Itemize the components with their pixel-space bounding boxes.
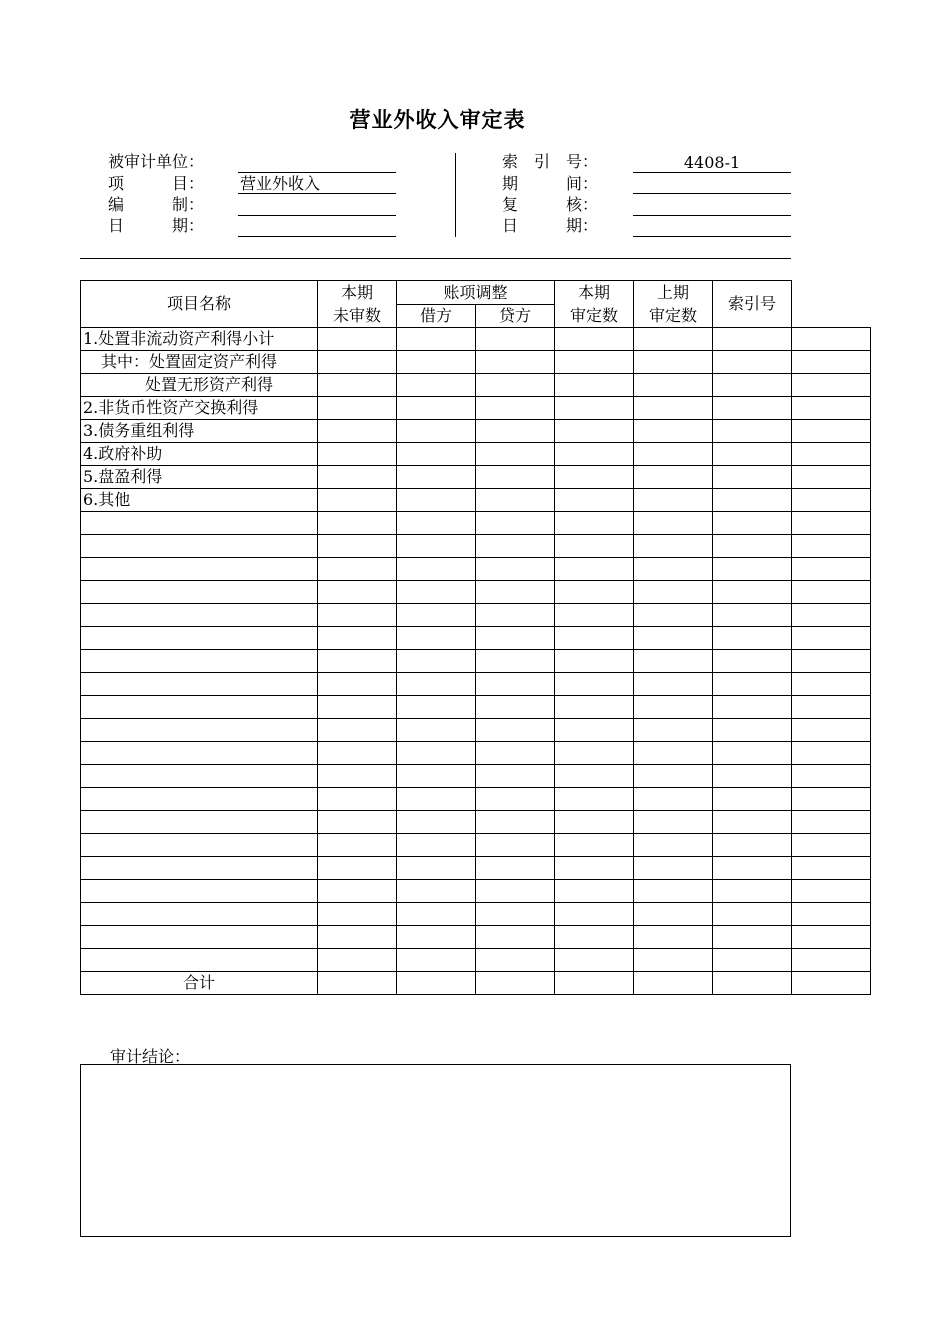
table-cell[interactable] bbox=[713, 926, 792, 949]
table-cell[interactable] bbox=[792, 627, 871, 650]
table-row bbox=[81, 673, 871, 696]
table-cell[interactable] bbox=[397, 535, 476, 558]
table-cell[interactable] bbox=[792, 374, 871, 397]
table-cell[interactable] bbox=[397, 903, 476, 926]
row-item-name bbox=[81, 512, 318, 535]
table-row bbox=[81, 328, 871, 351]
table-cell[interactable] bbox=[713, 535, 792, 558]
table-cell[interactable] bbox=[476, 512, 555, 535]
table-cell[interactable] bbox=[318, 351, 397, 374]
table-cell[interactable] bbox=[397, 374, 476, 397]
header-label-period: 期 间： bbox=[502, 174, 599, 193]
table-cell[interactable] bbox=[555, 397, 634, 420]
table-row bbox=[81, 443, 871, 466]
table-cell[interactable] bbox=[476, 742, 555, 765]
table-cell[interactable] bbox=[318, 466, 397, 489]
table-cell[interactable] bbox=[634, 328, 713, 351]
row-item-name bbox=[81, 788, 318, 811]
table-cell[interactable] bbox=[713, 512, 792, 535]
table-cell[interactable] bbox=[555, 558, 634, 581]
table-cell[interactable] bbox=[792, 604, 871, 627]
audit-table bbox=[80, 280, 871, 995]
row-item-name bbox=[81, 581, 318, 604]
table-cell[interactable] bbox=[792, 880, 871, 903]
table-cell[interactable] bbox=[634, 604, 713, 627]
table-cell[interactable] bbox=[397, 719, 476, 742]
table-cell[interactable] bbox=[476, 673, 555, 696]
table-cell[interactable] bbox=[318, 489, 397, 512]
table-cell[interactable] bbox=[634, 926, 713, 949]
table-cell[interactable] bbox=[792, 650, 871, 673]
table-cell[interactable] bbox=[397, 811, 476, 834]
table-cell[interactable] bbox=[397, 673, 476, 696]
table-cell[interactable] bbox=[634, 949, 713, 972]
table-cell[interactable] bbox=[397, 512, 476, 535]
table-cell[interactable] bbox=[792, 765, 871, 788]
row-item-name: 2.非货币性资产交换利得 bbox=[81, 397, 318, 420]
table-row bbox=[81, 466, 871, 489]
header-field-item[interactable]: 营业外收入 bbox=[238, 174, 396, 194]
table-cell[interactable] bbox=[318, 673, 397, 696]
total-cell[interactable] bbox=[476, 972, 555, 995]
row-item-name: 4.政府补助 bbox=[81, 443, 318, 466]
table-cell[interactable] bbox=[476, 397, 555, 420]
table-cell[interactable] bbox=[713, 466, 792, 489]
table-cell[interactable] bbox=[397, 926, 476, 949]
table-cell[interactable] bbox=[634, 857, 713, 880]
table-cell[interactable] bbox=[476, 489, 555, 512]
table-cell[interactable] bbox=[318, 627, 397, 650]
table-cell[interactable] bbox=[318, 857, 397, 880]
table-cell[interactable] bbox=[318, 443, 397, 466]
table-cell[interactable] bbox=[318, 558, 397, 581]
table-cell[interactable] bbox=[634, 558, 713, 581]
table-cell[interactable] bbox=[397, 834, 476, 857]
table-cell[interactable] bbox=[713, 328, 792, 351]
table-cell[interactable] bbox=[634, 719, 713, 742]
table-cell[interactable] bbox=[634, 811, 713, 834]
table-cell[interactable] bbox=[634, 374, 713, 397]
table-cell[interactable] bbox=[318, 328, 397, 351]
table-cell[interactable] bbox=[555, 581, 634, 604]
table-cell[interactable] bbox=[713, 489, 792, 512]
table-cell[interactable] bbox=[792, 466, 871, 489]
row-item-name: 3.债务重组利得 bbox=[81, 420, 318, 443]
table-row bbox=[81, 811, 871, 834]
table-cell[interactable] bbox=[792, 719, 871, 742]
table-row bbox=[81, 374, 871, 397]
row-item-name bbox=[81, 811, 318, 834]
table-cell[interactable] bbox=[555, 949, 634, 972]
table-cell[interactable] bbox=[713, 673, 792, 696]
table-cell[interactable] bbox=[713, 397, 792, 420]
table-cell[interactable] bbox=[318, 581, 397, 604]
total-cell[interactable] bbox=[634, 972, 713, 995]
table-cell[interactable] bbox=[792, 834, 871, 857]
table-row bbox=[81, 880, 871, 903]
table-cell[interactable] bbox=[555, 903, 634, 926]
table-cell[interactable] bbox=[634, 512, 713, 535]
table-cell[interactable] bbox=[476, 880, 555, 903]
header-label-prepared-by: 编 制： bbox=[108, 195, 205, 214]
row-item-name: 5.盘盈利得 bbox=[81, 466, 318, 489]
col-header-current-audited-line2: 审定数 bbox=[555, 305, 634, 328]
header-field-date-left[interactable] bbox=[238, 217, 396, 237]
table-cell[interactable] bbox=[555, 512, 634, 535]
header-field-date-right[interactable] bbox=[633, 217, 791, 237]
table-cell[interactable] bbox=[476, 949, 555, 972]
table-cell[interactable] bbox=[792, 535, 871, 558]
row-item-name bbox=[81, 558, 318, 581]
table-cell[interactable] bbox=[634, 673, 713, 696]
table-cell[interactable] bbox=[634, 696, 713, 719]
col-header-index-no: 索引号 bbox=[713, 281, 792, 328]
table-cell[interactable] bbox=[318, 788, 397, 811]
table-cell[interactable] bbox=[555, 834, 634, 857]
table-cell[interactable] bbox=[555, 420, 634, 443]
table-row bbox=[81, 558, 871, 581]
table-cell[interactable] bbox=[555, 719, 634, 742]
total-cell[interactable] bbox=[397, 972, 476, 995]
table-cell[interactable] bbox=[555, 328, 634, 351]
table-cell[interactable] bbox=[476, 581, 555, 604]
row-item-name bbox=[81, 627, 318, 650]
table-cell[interactable] bbox=[792, 788, 871, 811]
table-cell[interactable] bbox=[476, 926, 555, 949]
table-cell[interactable] bbox=[792, 857, 871, 880]
table-cell[interactable] bbox=[476, 857, 555, 880]
header-field-reviewed-by[interactable] bbox=[633, 196, 791, 216]
table-cell[interactable] bbox=[318, 604, 397, 627]
table-cell[interactable] bbox=[318, 834, 397, 857]
table-cell[interactable] bbox=[634, 420, 713, 443]
table-cell[interactable] bbox=[476, 650, 555, 673]
table-cell[interactable] bbox=[792, 512, 871, 535]
col-header-debit: 借方 bbox=[397, 305, 476, 328]
table-cell[interactable] bbox=[634, 765, 713, 788]
table-cell[interactable] bbox=[476, 466, 555, 489]
table-cell[interactable] bbox=[634, 627, 713, 650]
table-cell[interactable] bbox=[397, 949, 476, 972]
table-cell[interactable] bbox=[792, 351, 871, 374]
table-cell[interactable] bbox=[555, 489, 634, 512]
table-cell[interactable] bbox=[792, 397, 871, 420]
table-cell[interactable] bbox=[397, 880, 476, 903]
table-row bbox=[81, 857, 871, 880]
table-cell[interactable] bbox=[713, 696, 792, 719]
table-cell[interactable] bbox=[792, 328, 871, 351]
header-field-index-no[interactable]: 4408-1 bbox=[633, 153, 791, 173]
col-header-item-name: 项目名称 bbox=[81, 281, 318, 328]
table-cell[interactable] bbox=[555, 926, 634, 949]
table-cell[interactable] bbox=[555, 788, 634, 811]
table-cell[interactable] bbox=[555, 535, 634, 558]
header-label-index-no: 索 引 号： bbox=[502, 152, 599, 171]
table-cell[interactable] bbox=[634, 351, 713, 374]
table-cell[interactable] bbox=[555, 351, 634, 374]
row-item-name bbox=[81, 535, 318, 558]
table-cell[interactable] bbox=[713, 581, 792, 604]
table-row bbox=[81, 788, 871, 811]
table-cell[interactable] bbox=[555, 374, 634, 397]
table-cell[interactable] bbox=[713, 949, 792, 972]
table-row bbox=[81, 926, 871, 949]
table-cell[interactable] bbox=[397, 443, 476, 466]
table-row bbox=[81, 604, 871, 627]
table-cell[interactable] bbox=[397, 351, 476, 374]
table-cell[interactable] bbox=[318, 374, 397, 397]
table-cell[interactable] bbox=[318, 397, 397, 420]
table-cell[interactable] bbox=[713, 374, 792, 397]
row-item-name bbox=[81, 673, 318, 696]
table-cell[interactable] bbox=[792, 443, 871, 466]
header-label-date-right: 日 期： bbox=[502, 216, 599, 235]
table-cell[interactable] bbox=[792, 420, 871, 443]
row-item-name bbox=[81, 926, 318, 949]
table-cell[interactable] bbox=[476, 903, 555, 926]
col-header-credit: 贷方 bbox=[476, 305, 555, 328]
table-cell[interactable] bbox=[792, 949, 871, 972]
row-item-name: 其中：处置固定资产利得 bbox=[81, 351, 318, 374]
table-cell[interactable] bbox=[397, 627, 476, 650]
table-row bbox=[81, 696, 871, 719]
table-cell[interactable] bbox=[634, 443, 713, 466]
row-item-name bbox=[81, 650, 318, 673]
col-header-adjustment: 账项调整 bbox=[397, 281, 555, 305]
table-cell[interactable] bbox=[792, 489, 871, 512]
table-cell[interactable] bbox=[555, 443, 634, 466]
row-item-name: 1.处置非流动资产利得小计 bbox=[81, 328, 318, 351]
table-cell[interactable] bbox=[476, 604, 555, 627]
table-cell[interactable] bbox=[476, 719, 555, 742]
total-cell[interactable] bbox=[318, 972, 397, 995]
table-cell[interactable] bbox=[476, 328, 555, 351]
table-cell[interactable] bbox=[397, 558, 476, 581]
total-cell[interactable] bbox=[555, 972, 634, 995]
table-cell[interactable] bbox=[792, 558, 871, 581]
table-cell[interactable] bbox=[476, 765, 555, 788]
table-cell[interactable] bbox=[397, 788, 476, 811]
table-cell[interactable] bbox=[555, 765, 634, 788]
row-item-name bbox=[81, 742, 318, 765]
table-cell[interactable] bbox=[634, 466, 713, 489]
row-item-name bbox=[81, 857, 318, 880]
table-cell[interactable] bbox=[476, 788, 555, 811]
table-cell[interactable] bbox=[555, 880, 634, 903]
col-header-current-audited-line1: 本期 bbox=[555, 281, 634, 305]
table-cell[interactable] bbox=[555, 627, 634, 650]
header-field-period[interactable] bbox=[633, 174, 791, 194]
row-item-name: 处置无形资产利得 bbox=[81, 374, 318, 397]
table-row bbox=[81, 765, 871, 788]
table-cell[interactable] bbox=[713, 604, 792, 627]
table-cell[interactable] bbox=[397, 397, 476, 420]
table-cell[interactable] bbox=[318, 811, 397, 834]
table-cell[interactable] bbox=[713, 903, 792, 926]
table-cell[interactable] bbox=[555, 857, 634, 880]
table-row bbox=[81, 489, 871, 512]
table-cell[interactable] bbox=[397, 466, 476, 489]
table-cell[interactable] bbox=[555, 696, 634, 719]
table-cell[interactable] bbox=[397, 765, 476, 788]
table-cell[interactable] bbox=[713, 558, 792, 581]
table-cell[interactable] bbox=[318, 765, 397, 788]
header-separator-rule bbox=[80, 258, 791, 259]
total-cell[interactable] bbox=[792, 972, 871, 995]
table-cell[interactable] bbox=[318, 512, 397, 535]
table-cell[interactable] bbox=[713, 351, 792, 374]
conclusion-textbox[interactable] bbox=[80, 1064, 791, 1237]
table-cell[interactable] bbox=[318, 903, 397, 926]
table-cell[interactable] bbox=[713, 650, 792, 673]
table-cell[interactable] bbox=[318, 535, 397, 558]
table-cell[interactable] bbox=[634, 489, 713, 512]
header-label-date-left: 日 期： bbox=[108, 216, 205, 235]
table-cell[interactable] bbox=[318, 719, 397, 742]
table-cell[interactable] bbox=[318, 880, 397, 903]
row-item-name bbox=[81, 604, 318, 627]
table-row bbox=[81, 512, 871, 535]
table-cell[interactable] bbox=[318, 926, 397, 949]
table-cell[interactable] bbox=[318, 420, 397, 443]
table-cell[interactable] bbox=[555, 742, 634, 765]
table-cell[interactable] bbox=[555, 604, 634, 627]
conclusion-label: 审计结论： bbox=[110, 1047, 191, 1066]
header-field-audited-unit[interactable] bbox=[238, 153, 396, 173]
table-row bbox=[81, 535, 871, 558]
table-row bbox=[81, 351, 871, 374]
table-row bbox=[81, 397, 871, 420]
row-item-name bbox=[81, 949, 318, 972]
header-label-audited-unit: 被审计单位： bbox=[108, 152, 205, 171]
table-row bbox=[81, 650, 871, 673]
table-cell[interactable] bbox=[713, 719, 792, 742]
table-row bbox=[81, 742, 871, 765]
header-label-reviewed-by: 复 核： bbox=[502, 195, 599, 214]
table-cell[interactable] bbox=[634, 742, 713, 765]
table-row bbox=[81, 420, 871, 443]
table-cell[interactable] bbox=[713, 880, 792, 903]
header-label-item: 项 目： bbox=[108, 174, 205, 193]
total-cell[interactable] bbox=[713, 972, 792, 995]
table-cell[interactable] bbox=[634, 397, 713, 420]
table-cell[interactable] bbox=[713, 742, 792, 765]
table-cell[interactable] bbox=[476, 374, 555, 397]
table-cell[interactable] bbox=[634, 880, 713, 903]
table-cell[interactable] bbox=[713, 420, 792, 443]
table-row bbox=[81, 719, 871, 742]
table-cell[interactable] bbox=[634, 581, 713, 604]
table-cell[interactable] bbox=[397, 604, 476, 627]
row-item-name bbox=[81, 834, 318, 857]
table-row bbox=[81, 834, 871, 857]
table-cell[interactable] bbox=[476, 558, 555, 581]
table-cell[interactable] bbox=[476, 627, 555, 650]
table-cell[interactable] bbox=[555, 466, 634, 489]
table-cell[interactable] bbox=[792, 926, 871, 949]
table-row bbox=[81, 627, 871, 650]
table-cell[interactable] bbox=[792, 581, 871, 604]
table-cell[interactable] bbox=[792, 742, 871, 765]
table-cell[interactable] bbox=[397, 742, 476, 765]
table-cell[interactable] bbox=[555, 673, 634, 696]
col-header-prior-audited-line1: 上期 bbox=[634, 281, 713, 305]
table-cell[interactable] bbox=[713, 765, 792, 788]
table-cell[interactable] bbox=[318, 696, 397, 719]
table-cell[interactable] bbox=[713, 811, 792, 834]
table-cell[interactable] bbox=[555, 650, 634, 673]
row-item-name: 6.其他 bbox=[81, 489, 318, 512]
col-header-prior-audited-line2: 审定数 bbox=[634, 305, 713, 328]
table-cell[interactable] bbox=[476, 351, 555, 374]
row-item-name bbox=[81, 719, 318, 742]
table-cell[interactable] bbox=[397, 696, 476, 719]
header-divider bbox=[455, 153, 456, 237]
table-cell[interactable] bbox=[634, 834, 713, 857]
table-cell[interactable] bbox=[397, 328, 476, 351]
table-cell[interactable] bbox=[634, 650, 713, 673]
header-field-prepared-by[interactable] bbox=[238, 196, 396, 216]
table-cell[interactable] bbox=[476, 443, 555, 466]
table-cell[interactable] bbox=[634, 903, 713, 926]
table-cell[interactable] bbox=[476, 811, 555, 834]
table-cell[interactable] bbox=[713, 443, 792, 466]
table-cell[interactable] bbox=[713, 627, 792, 650]
table-cell[interactable] bbox=[792, 903, 871, 926]
table-cell[interactable] bbox=[397, 489, 476, 512]
table-cell[interactable] bbox=[476, 834, 555, 857]
page-title: 营业外收入审定表 bbox=[349, 108, 526, 132]
table-cell[interactable] bbox=[713, 788, 792, 811]
col-header-current-unaudited-line1: 本期 bbox=[318, 281, 397, 305]
table-row bbox=[81, 903, 871, 926]
table-cell[interactable] bbox=[792, 811, 871, 834]
table-cell[interactable] bbox=[318, 650, 397, 673]
table-cell[interactable] bbox=[476, 420, 555, 443]
table-cell[interactable] bbox=[397, 581, 476, 604]
table-cell[interactable] bbox=[318, 949, 397, 972]
col-header-current-unaudited-line2: 未审数 bbox=[318, 305, 397, 328]
table-cell[interactable] bbox=[634, 535, 713, 558]
table-cell[interactable] bbox=[318, 742, 397, 765]
table-row bbox=[81, 581, 871, 604]
row-item-name bbox=[81, 880, 318, 903]
table-cell[interactable] bbox=[397, 650, 476, 673]
table-row bbox=[81, 949, 871, 972]
total-row-label: 合计 bbox=[81, 972, 318, 995]
row-item-name bbox=[81, 696, 318, 719]
table-cell[interactable] bbox=[792, 673, 871, 696]
table-cell[interactable] bbox=[713, 857, 792, 880]
table-cell[interactable] bbox=[397, 420, 476, 443]
table-cell[interactable] bbox=[476, 535, 555, 558]
table-cell[interactable] bbox=[555, 811, 634, 834]
table-cell[interactable] bbox=[634, 788, 713, 811]
row-item-name bbox=[81, 765, 318, 788]
table-cell[interactable] bbox=[792, 696, 871, 719]
table-cell[interactable] bbox=[476, 696, 555, 719]
row-item-name bbox=[81, 903, 318, 926]
table-cell[interactable] bbox=[713, 834, 792, 857]
table-cell[interactable] bbox=[397, 857, 476, 880]
